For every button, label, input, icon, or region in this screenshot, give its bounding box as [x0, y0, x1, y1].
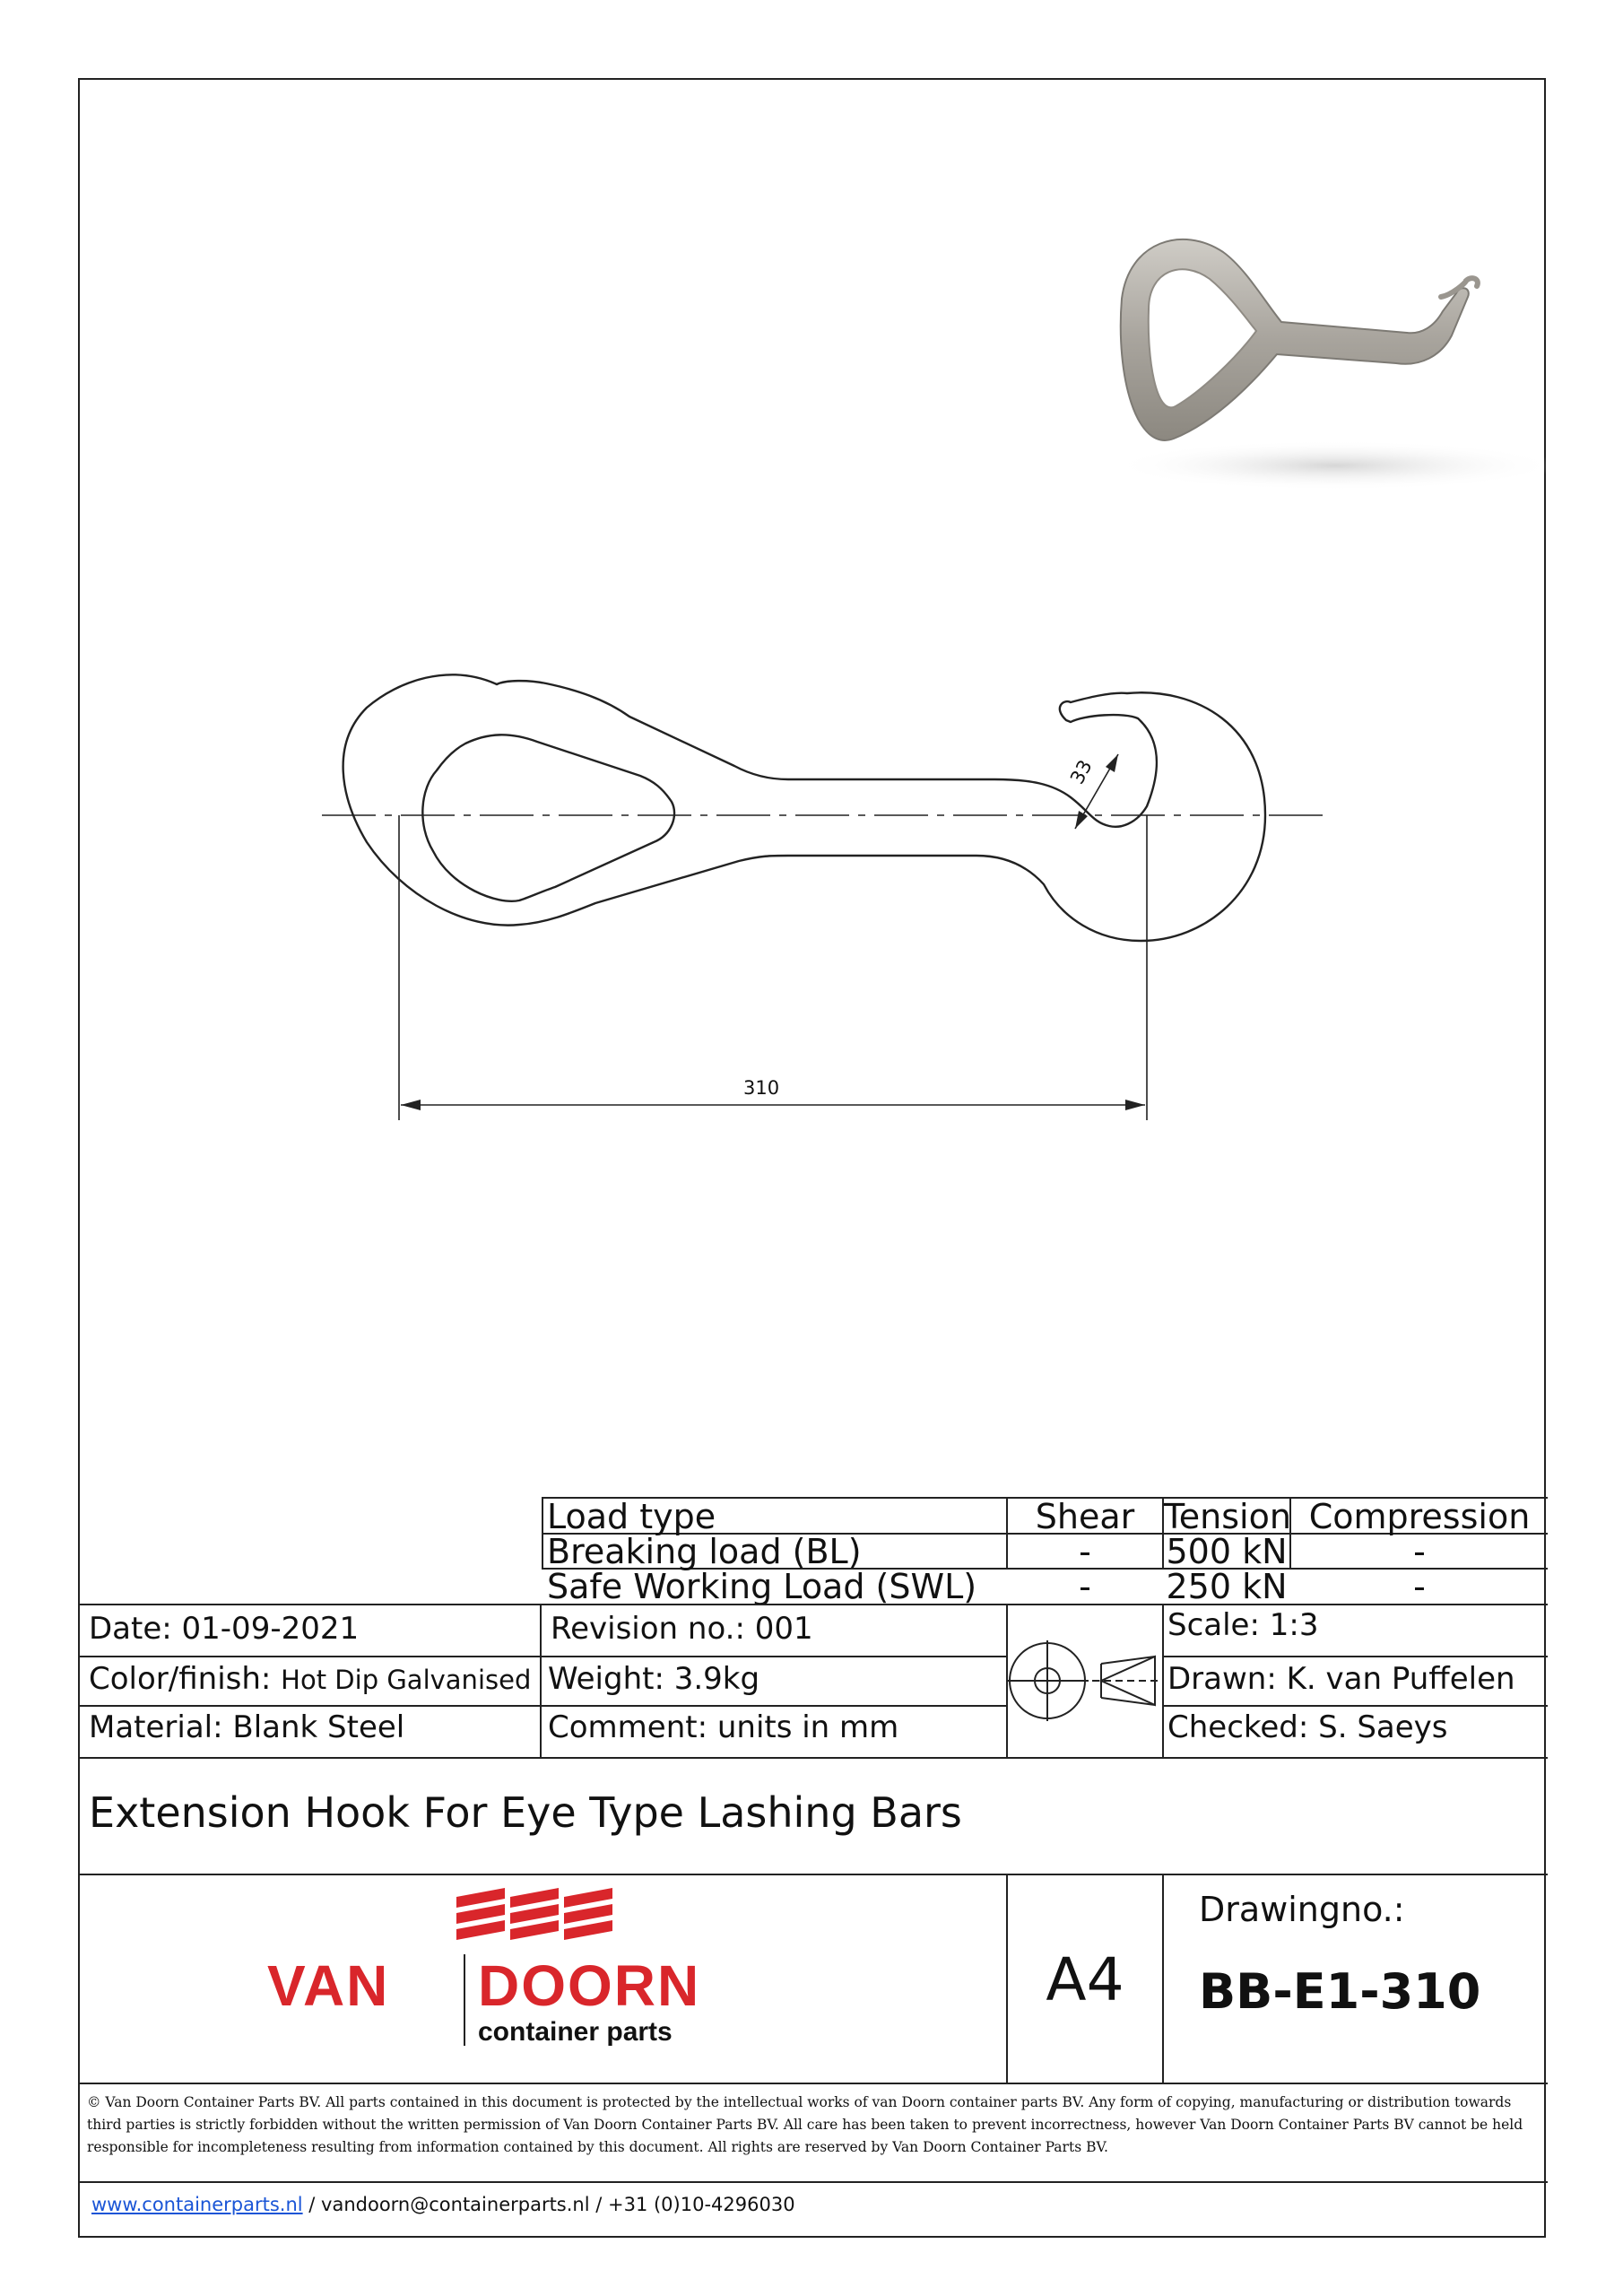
load-type-header: Load type: [547, 1497, 716, 1536]
swl-tension: 250 kN: [1166, 1567, 1288, 1606]
technical-drawing: [80, 80, 1548, 1246]
swl-shear: -: [1079, 1567, 1091, 1606]
breaking-load-label: Breaking load (BL): [547, 1532, 862, 1571]
dimension-radius-label: 33: [1066, 756, 1097, 788]
swl-label: Safe Working Load (SWL): [547, 1567, 977, 1606]
brand-tagline: container parts: [478, 2017, 673, 2047]
swl-compression: -: [1413, 1567, 1426, 1606]
color-finish-value: Hot Dip Galvanised: [281, 1665, 532, 1695]
revision-field: Revision no.: 001: [551, 1611, 813, 1647]
drawing-number: BB-E1-310: [1199, 1963, 1481, 2020]
drawing-number-label: Drawingno.:: [1199, 1890, 1405, 1929]
drawing-sheet: [78, 78, 1546, 2238]
tension-header: Tension: [1164, 1497, 1291, 1536]
brand-logo-mark: [455, 1883, 616, 1945]
shear-header: Shear: [1035, 1497, 1135, 1536]
contact-line: [91, 2194, 795, 2215]
weight-field: Weight: 3.9kg: [548, 1661, 760, 1697]
drawing-title: Extension Hook For Eye Type Lashing Bars: [89, 1788, 962, 1837]
compression-header: Compression: [1308, 1497, 1531, 1536]
color-finish-field: [89, 1661, 532, 1697]
scale-field: Scale: 1:3: [1167, 1607, 1319, 1643]
brand-name-left: VAN: [267, 1953, 390, 2018]
dimension-length-label: 310: [743, 1077, 780, 1099]
comment-field: Comment: units in mm: [548, 1709, 899, 1745]
material-field: Material: Blank Steel: [89, 1709, 405, 1745]
projection-symbol-icon: [1008, 1605, 1162, 1757]
breaking-load-shear: -: [1079, 1532, 1091, 1571]
color-finish-label: Color/finish:: [89, 1661, 272, 1697]
copyright-notice: © Van Doorn Container Parts BV. All parts contained in this document is protected by the intellectual works of van Doorn container parts BV. Any form of copying, manufacturing or distribution towards third parties is strictly forbidden without the written permission of Van Doorn Container Parts BV. All care has been taken to prevent incorrectness, however Van Doorn Container Parts BV cannot be held responsible for incompleteness resulting from information contained by this document. All rights are reserved by Van Doorn Container Parts BV.: [87, 2094, 1523, 2155]
website-link[interactable]: www.containerparts.nl: [91, 2194, 303, 2215]
checked-field: Checked: S. Saeys: [1167, 1709, 1448, 1745]
eye-inner-contour: [422, 735, 674, 900]
contact-details: / vandoorn@containerparts.nl / +31 (0)10-4296030: [302, 2194, 795, 2215]
drawn-field: Drawn: K. van Puffelen: [1167, 1661, 1515, 1697]
date-field: Date: 01-09-2021: [89, 1611, 360, 1647]
brand-name-right: DOORN: [478, 1953, 701, 2018]
breaking-load-compression: -: [1413, 1532, 1426, 1571]
breaking-load-tension: 500 kN: [1166, 1532, 1288, 1571]
hook-outer-contour: [343, 674, 1265, 941]
paper-size: A4: [1046, 1945, 1124, 2014]
